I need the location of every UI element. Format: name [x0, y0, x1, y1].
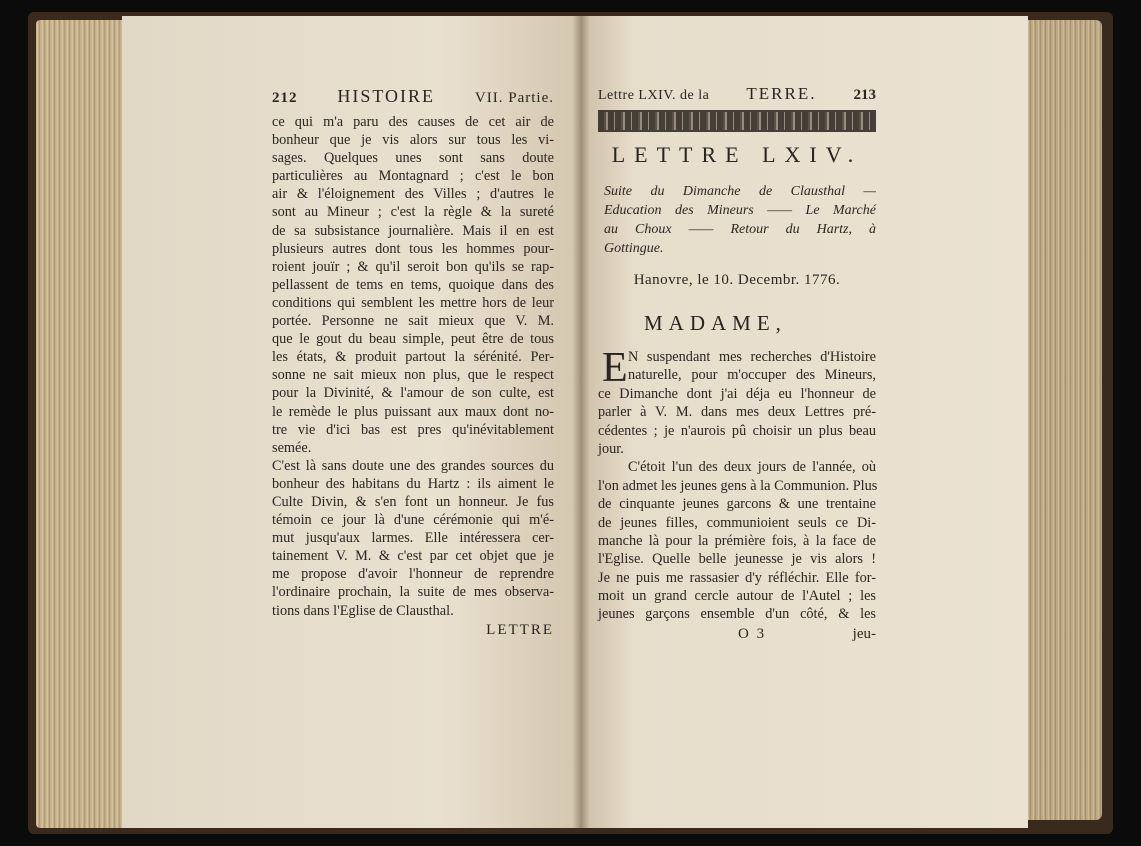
- left-text-line: sont au Mineur ; c'est la règle & la sureté: [272, 204, 554, 221]
- letter-title: LETTRE LXIV.: [611, 142, 863, 167]
- left-text-line: sonne ne sait mieux non plus, que le respect: [272, 367, 554, 384]
- left-text-line: mut jusqu'aux larmes. Elle intéressera cer-: [272, 530, 554, 547]
- left-text-line: sages. Quelques unes sont sans doute: [272, 150, 554, 167]
- left-text-line: tainement V. M. & c'est par cet objet que je: [272, 548, 554, 565]
- left-text-line: ce qui m'a paru des causes de cet air de: [272, 114, 554, 130]
- left-text-block: [272, 86, 554, 639]
- left-text-line: bonheur que je vis alors sur tous les vi-: [272, 132, 554, 149]
- left-text-line: particulières au Montagnard ; c'est le bon: [272, 168, 554, 185]
- left-text-line: me propose d'avoir l'honneur de reprendre: [272, 566, 554, 583]
- left-text-line: conditions qui semblent les mettre hors de leur: [272, 294, 554, 311]
- left-text-line: plusieurs autres dont tous les hommes pour-: [272, 240, 554, 257]
- summary-line: Gottingue.: [604, 241, 664, 256]
- right-running-title: TERRE.: [746, 84, 817, 103]
- left-catchword: LETTRE: [486, 621, 554, 638]
- summary-line: Suite du Dimanche de Clausthal —: [604, 184, 876, 199]
- right-text-line: N suspendant mes recherches d'Histoire: [628, 349, 876, 365]
- right-text-line: cédentes ; je n'aurois pû choisir un plus beau: [598, 422, 876, 439]
- book-gutter: [572, 16, 590, 828]
- right-text-line: de cinquante jeunes garcons & une trentaine: [598, 496, 876, 513]
- left-text-line: air & l'éloignement des Villes ; d'autres le: [272, 186, 554, 203]
- right-running-left: Lettre LXIV. de la: [598, 88, 710, 103]
- left-text-line: témoin ce jour là d'une cérémonie qui m'é-: [272, 512, 554, 529]
- left-text-line: tions dans l'Eglise de Clausthal.: [272, 602, 454, 619]
- right-text-block: [598, 84, 876, 643]
- summary-line: Education des Mineurs —— Le Marché: [604, 203, 876, 218]
- letter-summary: [598, 182, 876, 258]
- place-date: Hanovre, le 10. Decembr. 1776.: [633, 272, 841, 288]
- left-part-label: VII. Partie.: [474, 90, 554, 106]
- signature-mark: O 3: [738, 625, 767, 642]
- right-text-line: C'étoit l'un des deux jours de l'année, où: [628, 459, 876, 476]
- ornament-band: [598, 110, 876, 132]
- left-text-line: le remède le plus puissant aux maux dont no-: [272, 403, 554, 420]
- left-text-line: l'ordinaire prochain, la suite de mes observa-: [272, 584, 554, 601]
- right-text-line: moit un grand cercle autour de l'Autel ; les: [598, 588, 876, 605]
- left-text-line: roient jouïr ; & qu'il seroit bon qu'ils se rap-: [272, 258, 554, 275]
- right-text-line: Je ne puis me rassasier d'y réfléchir. Elle for-: [598, 569, 876, 586]
- letter-body: [598, 345, 878, 624]
- right-catchword: jeu-: [852, 625, 876, 642]
- right-text-line: l'on admet les jeunes gens à la Communion. Plus: [598, 477, 878, 494]
- salutation: MADAME,: [644, 311, 787, 335]
- left-text-line: tre vie d'ici bas est pres qu'inévitablement: [272, 421, 554, 438]
- left-text-line: que le gout du beau simple, peut être de tous: [272, 331, 554, 348]
- right-text-line: ce Dimanche dont j'ai déja eu l'honneur de: [598, 385, 876, 402]
- left-text-line: les états, & produit partout la sérénité. Per-: [272, 349, 554, 366]
- right-text-line: jeunes garçons ensemble d'un côté, & les: [598, 606, 876, 623]
- right-text-line: jour.: [598, 440, 624, 457]
- left-page-number: 212: [272, 90, 298, 106]
- left-text-line: bonheur des habitans du Hartz : ils aiment le: [272, 475, 554, 492]
- left-text-line: Culte Divin, & s'en font un honneur. Je fus: [272, 493, 554, 510]
- right-running-head: [598, 84, 876, 104]
- left-text-line: pour la Divinité, & l'amour de son culte, est: [272, 385, 554, 402]
- signature-row: [598, 626, 876, 643]
- drop-cap: E: [602, 345, 628, 391]
- left-text-line: semée.: [272, 439, 312, 456]
- right-text-line: parler à V. M. dans mes deux Lettres pré-: [598, 404, 876, 421]
- left-body: [272, 113, 554, 620]
- right-text-line: naturelle, pour m'occuper des Mineurs,: [628, 367, 876, 384]
- page-edges-right: [1022, 20, 1102, 820]
- left-running-head: [272, 86, 554, 107]
- summary-line: au Choux —— Retour du Hartz, à: [604, 222, 876, 237]
- left-text-line: pellassent de tems en tems, quoique dans des: [272, 276, 554, 293]
- right-page-number: 213: [853, 87, 876, 103]
- right-text-line: l'Eglise. Quelle belle jeunesse je vis alors !: [598, 551, 876, 568]
- left-text-line: C'est là sans doute une des grandes sources du: [272, 457, 554, 474]
- left-text-line: de sa subsistance journalière. Mais il en est: [272, 222, 554, 239]
- left-text-line: portée. Personne ne sait mieux que V. M.: [272, 313, 554, 330]
- right-text-line: de jeunes filles, communioient seuls ce Di-: [598, 514, 876, 531]
- right-text-line: manche là pour la prémière fois, à la face de: [598, 532, 876, 549]
- page-edges-left: [36, 20, 128, 828]
- left-running-title: HISTOIRE: [337, 86, 436, 106]
